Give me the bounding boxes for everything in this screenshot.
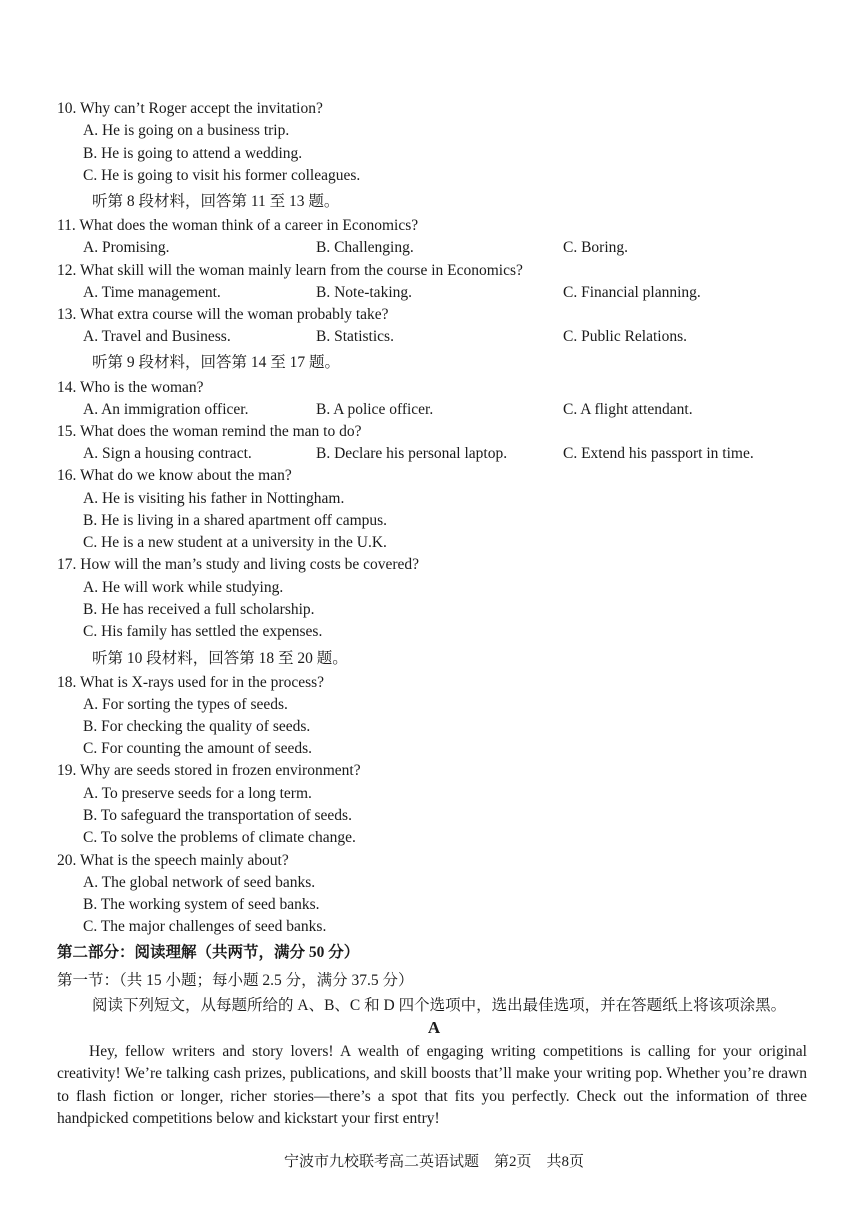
question-10-option-b: B. He is going to attend a wedding. [83, 145, 303, 162]
question-20-stem: 20. What is the speech mainly about? [57, 852, 289, 869]
question-12-option-b: B. Note-taking. [316, 284, 412, 301]
question-14-option-a: A. An immigration officer. [83, 401, 249, 418]
question-18-option-a: A. For sorting the types of seeds. [83, 696, 288, 713]
question-15-option-c: C. Extend his passport in time. [563, 445, 754, 462]
page-footer: 宁波市九校联考高二英语试题 第2页 共8页 [283, 1154, 584, 1170]
question-11-option-a: A. Promising. [83, 239, 170, 256]
passage-a-paragraph: Hey, fellow writers and story lovers! A wealth of engaging writing competitions is calling for your original creativity! We’re talking cash prizes, publications, and skill boosts that’ll make your writing pop. Whether you’re drawn to flash fiction or longer, richer stories—there’s a spot that fits you perfectly. Check out the information of three handpicked competitions below and kickstart your first entry! [57, 1043, 807, 1127]
question-10-stem: 10. Why can’t Roger accept the invitation? [57, 100, 323, 117]
question-13-option-b: B. Statistics. [316, 328, 394, 345]
question-15-stem: 15. What does the woman remind the man to do? [57, 423, 362, 440]
question-16-option-b: B. He is living in a shared apartment off campus. [83, 512, 388, 529]
question-17-option-c: C. His family has settled the expenses. [83, 623, 323, 640]
question-17-option-b: B. He has received a full scholarship. [83, 601, 315, 618]
question-14-option-b: B. A police officer. [316, 401, 434, 418]
section-1-heading: 第一节：（共 15 小题；每小题 2.5 分，满分 37.5 分） [57, 972, 414, 989]
question-13-option-c: C. Public Relations. [563, 328, 687, 345]
question-19-stem: 19. Why are seeds stored in frozen environment? [57, 762, 361, 779]
question-16-stem: 16. What do we know about the man? [57, 467, 292, 484]
question-20-option-b: B. The working system of seed banks. [83, 896, 320, 913]
question-14-option-c: C. A flight attendant. [563, 401, 693, 418]
question-18-option-b: B. For checking the quality of seeds. [83, 718, 311, 735]
question-10-option-c: C. He is going to visit his former colleagues. [83, 167, 361, 184]
question-12-stem: 12. What skill will the woman mainly learn from the course in Economics? [57, 262, 523, 279]
reading-instructions: 阅读下列短文，从每题所给的 A、B、C 和 D 四个选项中，选出最佳选项，并在答题纸上将该项涂黑。 [92, 997, 787, 1014]
question-18-option-c: C. For counting the amount of seeds. [83, 740, 313, 757]
question-14-stem: 14. Who is the woman? [57, 379, 204, 396]
question-13-option-a: A. Travel and Business. [83, 328, 231, 345]
question-17-option-a: A. He will work while studying. [83, 579, 284, 596]
question-10-option-a: A. He is going on a business trip. [83, 122, 290, 139]
question-18-stem: 18. What is X-rays used for in the process? [57, 674, 325, 691]
question-16-option-a: A. He is visiting his father in Nottingham. [83, 490, 345, 507]
part-2-heading: 第二部分：阅读理解（共两节，满分 50 分） [57, 944, 360, 961]
question-15-option-a: A. Sign a housing contract. [83, 445, 252, 462]
question-16-option-c: C. He is a new student at a university in the U.K. [83, 534, 387, 551]
question-15-option-b: B. Declare his personal laptop. [316, 445, 508, 462]
section-10-instruction: 听第 10 段材料，回答第 18 至 20 题。 [92, 650, 348, 667]
question-19-option-c: C. To solve the problems of climate change. [83, 829, 356, 846]
question-13-stem: 13. What extra course will the woman probably take? [57, 306, 389, 323]
question-12-option-c: C. Financial planning. [563, 284, 701, 301]
question-11-stem: 11. What does the woman think of a career in Economics? [57, 217, 419, 234]
question-20-option-c: C. The major challenges of seed banks. [83, 918, 327, 935]
passage-title: A [427, 1018, 441, 1037]
question-19-option-a: A. To preserve seeds for a long term. [83, 785, 312, 802]
question-11-option-c: C. Boring. [563, 239, 629, 256]
section-8-instruction: 听第 8 段材料，回答第 11 至 13 题。 [92, 193, 340, 210]
section-9-instruction: 听第 9 段材料，回答第 14 至 17 题。 [92, 354, 341, 371]
question-11-option-b: B. Challenging. [316, 239, 414, 256]
passage-a-body [57, 1041, 807, 1130]
question-20-option-a: A. The global network of seed banks. [83, 874, 316, 891]
question-17-stem: 17. How will the man’s study and living costs be covered? [57, 556, 420, 573]
question-12-option-a: A. Time management. [83, 284, 221, 301]
question-19-option-b: B. To safeguard the transportation of seeds. [83, 807, 352, 824]
